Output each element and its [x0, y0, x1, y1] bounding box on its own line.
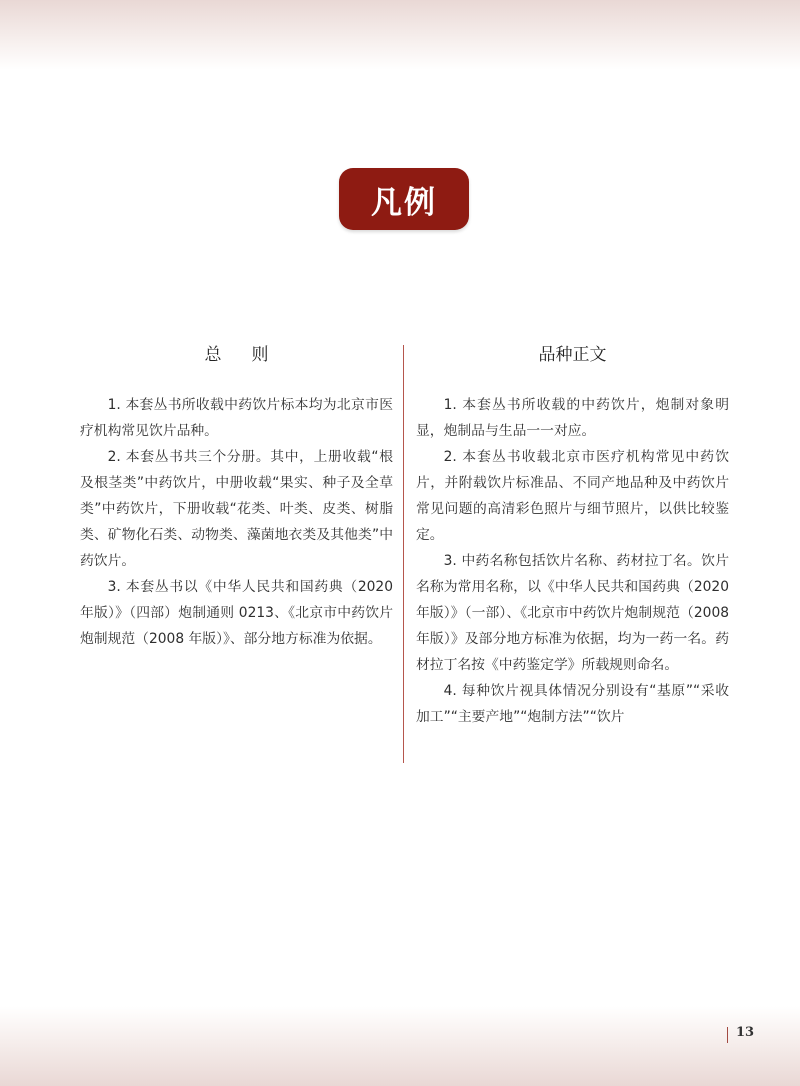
section-title-badge — [339, 168, 469, 230]
section-title: 凡例 — [371, 184, 437, 221]
main-entry-paragraph: 2. 本套丛书收载北京市医疗机构常见中药饮片，并附载饮片标准品、不同产地品种及中药饮片常见问题的高清彩色照片与细节照片，以供比较鉴定。 — [416, 449, 729, 543]
main-entry-paragraph: 3. 中药名称包括饮片名称、药材拉丁名。饮片名称为常用名称，以《中华人民共和国药典（2020 年版）》（一部）、《北京市中药饮片炮制规范（2008 年版）》及部分地方标准为依据，均为一药一名。药材拉丁名按《中药鉴定学》所载规则命名。 — [416, 553, 729, 673]
page-number: 13 — [736, 1025, 755, 1040]
bottom-decorative-band — [0, 1006, 800, 1086]
general-rules-heading: 总则 — [204, 345, 299, 365]
general-rule-paragraph: 1. 本套丛书所收载中药饮片标本均为北京市医疗机构常见饮片品种。 — [80, 397, 393, 439]
general-rule-paragraph: 3. 本套丛书以《中华人民共和国药典（2020 年版）》（四部）炮制通则 0213、《北京市中药饮片炮制规范（2008 年版）》、部分地方标准为依据。 — [80, 579, 393, 647]
main-entries-heading: 品种正文 — [538, 345, 607, 365]
top-decorative-band — [0, 0, 800, 70]
main-entries-column — [416, 340, 729, 730]
general-rule-paragraph: 2. 本套丛书共三个分册。其中，上册收载“根及根茎类”中药饮片，中册收载“果实、种子及全草类”中药饮片，下册收载“花类、叶类、皮类、树脂类、矿物化石类、动物类、藻菌地衣类及其他类”中药饮片。 — [80, 449, 393, 569]
general-rules-column — [80, 340, 393, 652]
main-entry-paragraph: 4. 每种饮片视具体情况分别设有“基原”“采收加工”“主要产地”“炮制方法”“饮片 — [416, 683, 729, 725]
column-divider — [403, 345, 404, 763]
page-number-separator — [727, 1027, 728, 1043]
main-entry-paragraph: 1. 本套丛书所收载的中药饮片，炮制对象明显，炮制品与生品一一对应。 — [416, 397, 729, 439]
